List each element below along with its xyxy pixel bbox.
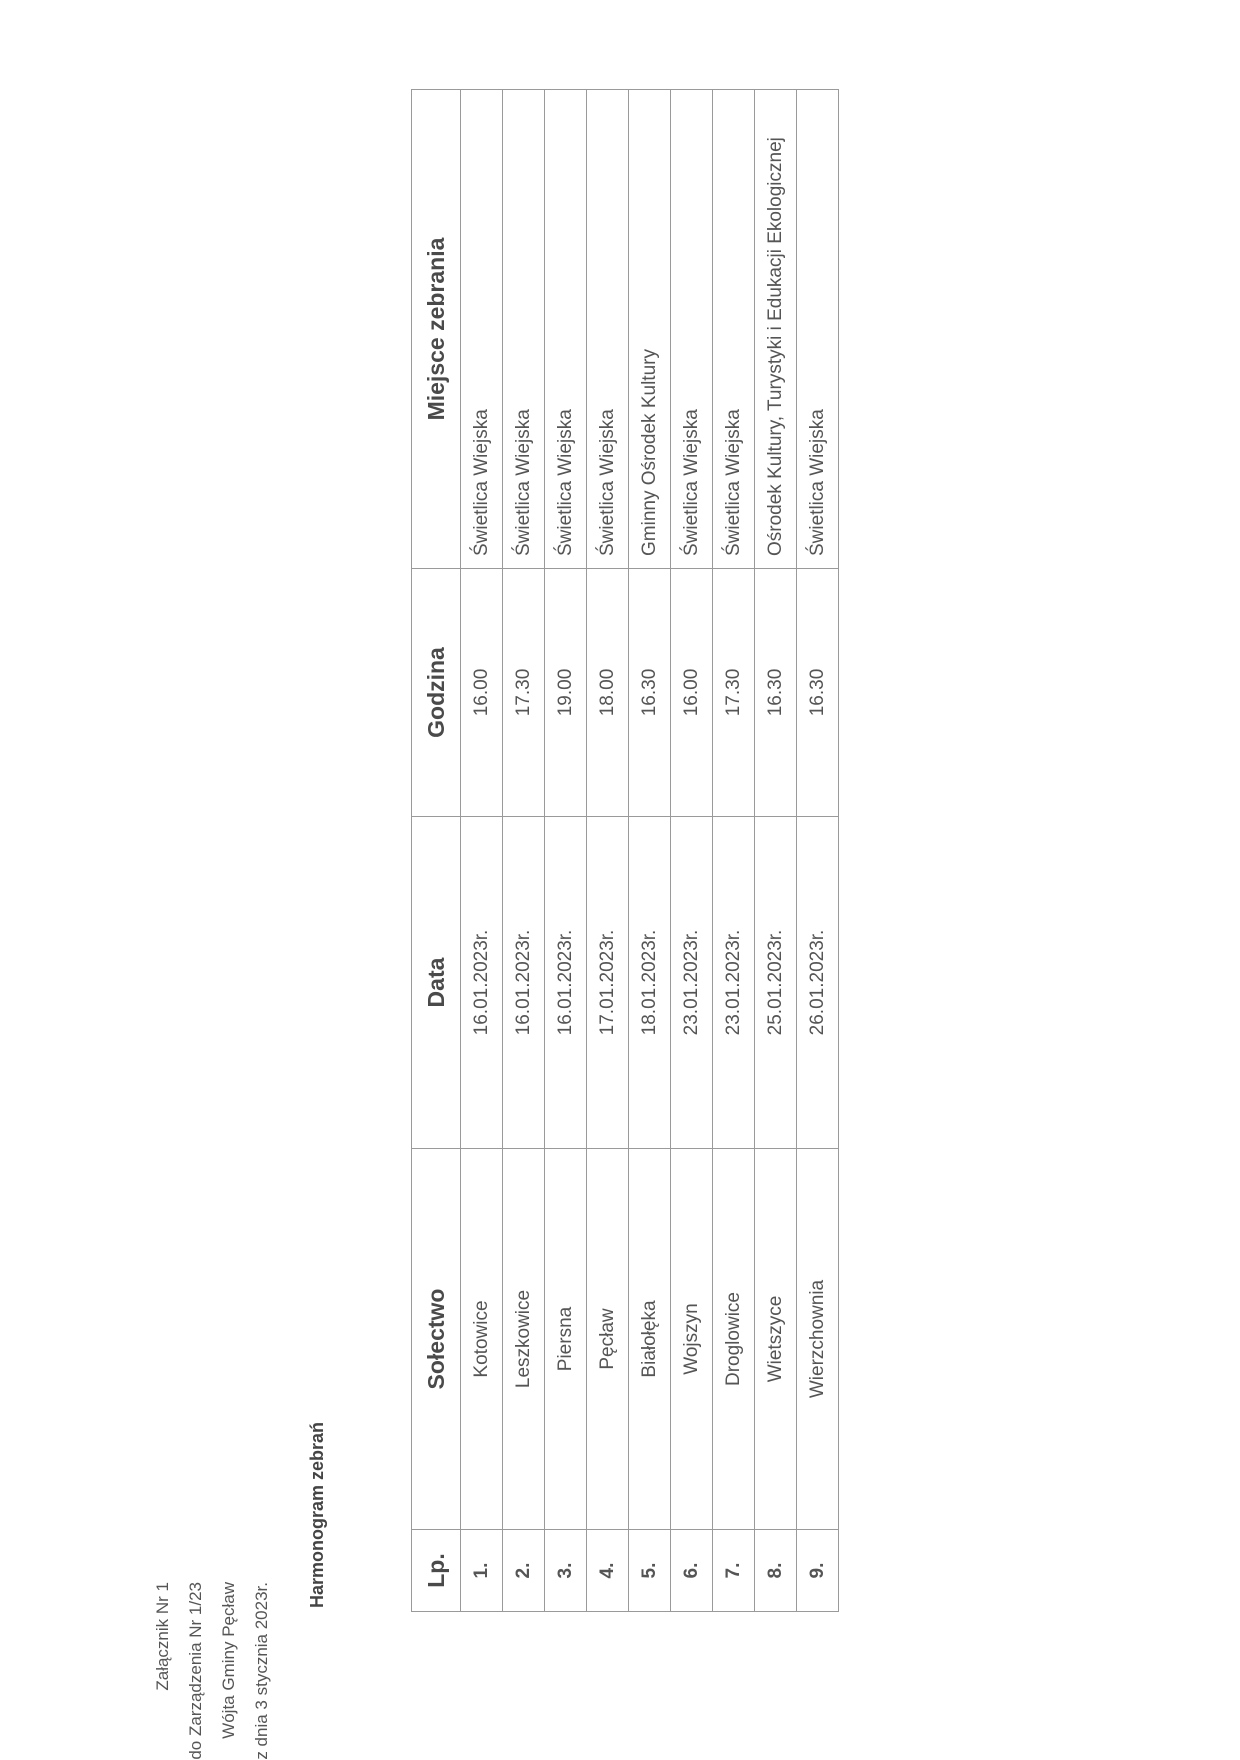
- table-header-row: [412, 90, 461, 1612]
- document-title: Harmonogram zebrań: [307, 1421, 327, 1608]
- column-header-miejsce: Miejsce zebrania: [412, 90, 461, 569]
- table-row: [545, 90, 587, 1612]
- cell-lp: 8.: [755, 1530, 797, 1612]
- cell-data: 16.01.2023r.: [461, 817, 503, 1149]
- cell-solectwo: Leszkowice: [503, 1149, 545, 1530]
- cell-lp: 5.: [629, 1530, 671, 1612]
- cell-miejsce: Świetlica Wiejska: [545, 90, 587, 569]
- cell-solectwo: Białołęka: [629, 1149, 671, 1530]
- table-row: [461, 90, 503, 1612]
- cell-godzina: 16.30: [755, 569, 797, 817]
- cell-miejsce: Świetlica Wiejska: [461, 90, 503, 569]
- cell-godzina: 19.00: [545, 569, 587, 817]
- cell-lp: 7.: [713, 1530, 755, 1612]
- cell-miejsce: Świetlica Wiejska: [713, 90, 755, 569]
- table-row: [797, 90, 839, 1612]
- annex-line-4: z dnia 3 stycznia 2023r.: [252, 1582, 271, 1760]
- cell-data: 17.01.2023r.: [587, 817, 629, 1149]
- cell-godzina: 16.00: [461, 569, 503, 817]
- table-row: [713, 90, 755, 1612]
- cell-data: 23.01.2023r.: [713, 817, 755, 1149]
- table-row: [503, 90, 545, 1612]
- cell-godzina: 17.30: [503, 569, 545, 817]
- cell-miejsce: Ośrodek Kultury, Turystyki i Edukacji Ekologicznej: [755, 90, 797, 569]
- table-row: [587, 90, 629, 1612]
- cell-miejsce: Świetlica Wiejska: [797, 90, 839, 569]
- annex-note: [146, 1582, 278, 1760]
- cell-data: 16.01.2023r.: [503, 817, 545, 1149]
- meeting-schedule-table: [411, 89, 839, 1612]
- annex-line-1: Załącznik Nr 1: [153, 1582, 172, 1691]
- cell-solectwo: Wietszyce: [755, 1149, 797, 1530]
- cell-data: 26.01.2023r.: [797, 817, 839, 1149]
- cell-godzina: 16.30: [629, 569, 671, 817]
- cell-solectwo: Wojszyn: [671, 1149, 713, 1530]
- annex-line-3: Wójta Gminy Pęcław: [219, 1582, 238, 1739]
- cell-miejsce: Gminny Ośrodek Kultury: [629, 90, 671, 569]
- cell-lp: 9.: [797, 1530, 839, 1612]
- cell-solectwo: Pęcław: [587, 1149, 629, 1530]
- column-header-godzina: Godzina: [412, 569, 461, 817]
- cell-solectwo: Droglowice: [713, 1149, 755, 1530]
- cell-godzina: 16.30: [797, 569, 839, 817]
- cell-lp: 3.: [545, 1530, 587, 1612]
- cell-lp: 4.: [587, 1530, 629, 1612]
- cell-data: 18.01.2023r.: [629, 817, 671, 1149]
- cell-miejsce: Świetlica Wiejska: [587, 90, 629, 569]
- cell-solectwo: Wierzchownia: [797, 1149, 839, 1530]
- cell-lp: 1.: [461, 1530, 503, 1612]
- cell-data: 16.01.2023r.: [545, 817, 587, 1149]
- cell-data: 23.01.2023r.: [671, 817, 713, 1149]
- table-row: [629, 90, 671, 1612]
- cell-lp: 6.: [671, 1530, 713, 1612]
- cell-godzina: 17.30: [713, 569, 755, 817]
- column-header-data: Data: [412, 817, 461, 1149]
- annex-line-2: do Zarządzenia Nr 1/23: [186, 1582, 205, 1760]
- cell-lp: 2.: [503, 1530, 545, 1612]
- cell-godzina: 16.00: [671, 569, 713, 817]
- cell-miejsce: Świetlica Wiejska: [671, 90, 713, 569]
- cell-solectwo: Kotowice: [461, 1149, 503, 1530]
- column-header-lp: Lp.: [412, 1530, 461, 1612]
- cell-miejsce: Świetlica Wiejska: [503, 90, 545, 569]
- cell-data: 25.01.2023r.: [755, 817, 797, 1149]
- column-header-solectwo: Sołectwo: [412, 1149, 461, 1530]
- table-row: [755, 90, 797, 1612]
- cell-solectwo: Piersna: [545, 1149, 587, 1530]
- table-row: [671, 90, 713, 1612]
- cell-godzina: 18.00: [587, 569, 629, 817]
